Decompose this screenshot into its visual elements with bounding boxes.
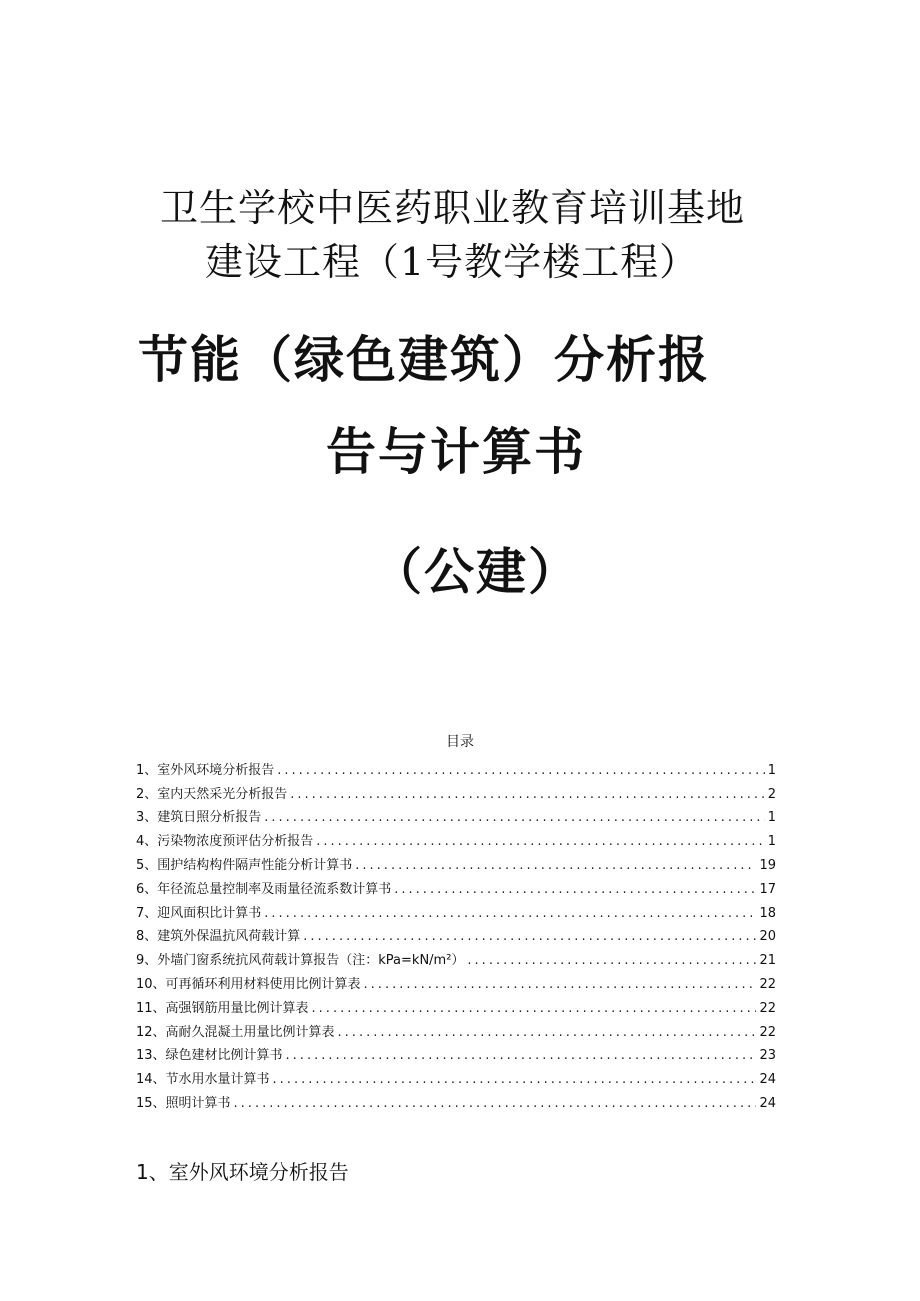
toc-entry-label: 1、室外风环境分析报告 xyxy=(136,762,275,778)
toc-entry-page: 1 xyxy=(767,810,776,826)
toc-entry-label: 14、节水用水量计算书 xyxy=(136,1072,270,1088)
toc-entry-label: 5、围护结构构件隔声性能分析计算书 xyxy=(136,857,353,873)
toc-leader-dots xyxy=(312,1000,757,1018)
toc-leader-dots xyxy=(364,976,757,994)
toc-entry-page: 21 xyxy=(759,953,776,969)
toc-entry[interactable] xyxy=(136,1042,776,1066)
toc-entry-page: 22 xyxy=(759,976,776,992)
toc-entry-label: 4、污染物浓度预评估分析报告 xyxy=(136,834,314,850)
toc-entry[interactable] xyxy=(136,1065,776,1089)
toc-entry[interactable] xyxy=(136,875,776,899)
toc-entry-page: 24 xyxy=(759,1072,776,1088)
toc-entry-page: 24 xyxy=(759,1095,776,1111)
toc-entry-label: 11、高强钢筋用量比例计算表 xyxy=(136,1000,309,1016)
toc-entry-label: 9、外墙门窗系统抗风荷载计算报告（注：kPa=kN/m²） xyxy=(136,953,465,969)
toc-entry-label: 3、建筑日照分析报告 xyxy=(136,810,262,826)
toc-entry-page: 22 xyxy=(759,1024,776,1040)
toc-leader-dots xyxy=(290,786,764,804)
toc-leader-dots xyxy=(303,928,756,946)
toc-entry-page: 20 xyxy=(759,929,776,945)
toc-entry-label: 7、迎风面积比计算书 xyxy=(136,905,262,921)
toc-entry-page: 2 xyxy=(767,786,776,802)
toc-entry-label: 8、建筑外保温抗风荷载计算 xyxy=(136,929,301,945)
toc-entry-page: 17 xyxy=(759,881,776,897)
toc-entry[interactable] xyxy=(136,970,776,994)
toc-entry[interactable] xyxy=(136,851,776,875)
toc-entry[interactable] xyxy=(136,756,776,780)
toc-leader-dots xyxy=(338,1024,757,1042)
table-of-contents xyxy=(136,756,776,1113)
toc-leader-dots xyxy=(355,857,756,875)
toc-entry[interactable] xyxy=(136,780,776,804)
toc-entry-page: 19 xyxy=(759,857,776,873)
toc-leader-dots xyxy=(467,952,756,970)
toc-entry[interactable] xyxy=(136,994,776,1018)
toc-entry-label: 15、照明计算书 xyxy=(136,1095,231,1111)
toc-entry-page: 1 xyxy=(767,762,776,778)
toc-entry[interactable] xyxy=(136,1018,776,1042)
report-category: （公建） xyxy=(372,543,580,601)
toc-leader-dots xyxy=(277,762,764,780)
toc-entry[interactable] xyxy=(136,804,776,828)
report-title-line-1: 节能（绿色建筑）分析报 xyxy=(138,331,710,389)
toc-entry[interactable] xyxy=(136,923,776,947)
toc-entry-label: 12、高耐久混凝土用量比例计算表 xyxy=(136,1024,335,1040)
toc-leader-dots xyxy=(264,809,764,827)
toc-entry-page: 18 xyxy=(759,905,776,921)
toc-leader-dots xyxy=(264,905,756,923)
toc-entry[interactable] xyxy=(136,827,776,851)
section-heading: 1、室外风环境分析报告 xyxy=(136,1160,349,1184)
toc-heading: 目录 xyxy=(446,734,474,750)
toc-leader-dots xyxy=(286,1047,757,1065)
toc-entry-page: 22 xyxy=(759,1000,776,1016)
toc-leader-dots xyxy=(273,1071,757,1089)
toc-entry-label: 13、绿色建材比例计算书 xyxy=(136,1048,283,1064)
toc-entry-label: 10、可再循环利用材料使用比例计算表 xyxy=(136,976,361,992)
report-title-line-2: 告与计算书 xyxy=(326,423,586,481)
toc-entry-page: 23 xyxy=(759,1048,776,1064)
toc-entry[interactable] xyxy=(136,899,776,923)
toc-leader-dots xyxy=(316,833,764,851)
toc-leader-dots xyxy=(394,881,756,899)
toc-entry-label: 6、年径流总量控制率及雨量径流系数计算书 xyxy=(136,881,392,897)
toc-entry[interactable] xyxy=(136,946,776,970)
toc-leader-dots xyxy=(234,1095,757,1113)
toc-entry-label: 2、室内天然采光分析报告 xyxy=(136,786,288,802)
toc-entry[interactable] xyxy=(136,1089,776,1113)
cover-title-line-1: 卫生学校中医药职业教育培训基地 xyxy=(160,186,746,230)
cover-title-line-2: 建设工程（1号教学楼工程） xyxy=(205,240,699,284)
toc-entry-page: 1 xyxy=(767,834,776,850)
